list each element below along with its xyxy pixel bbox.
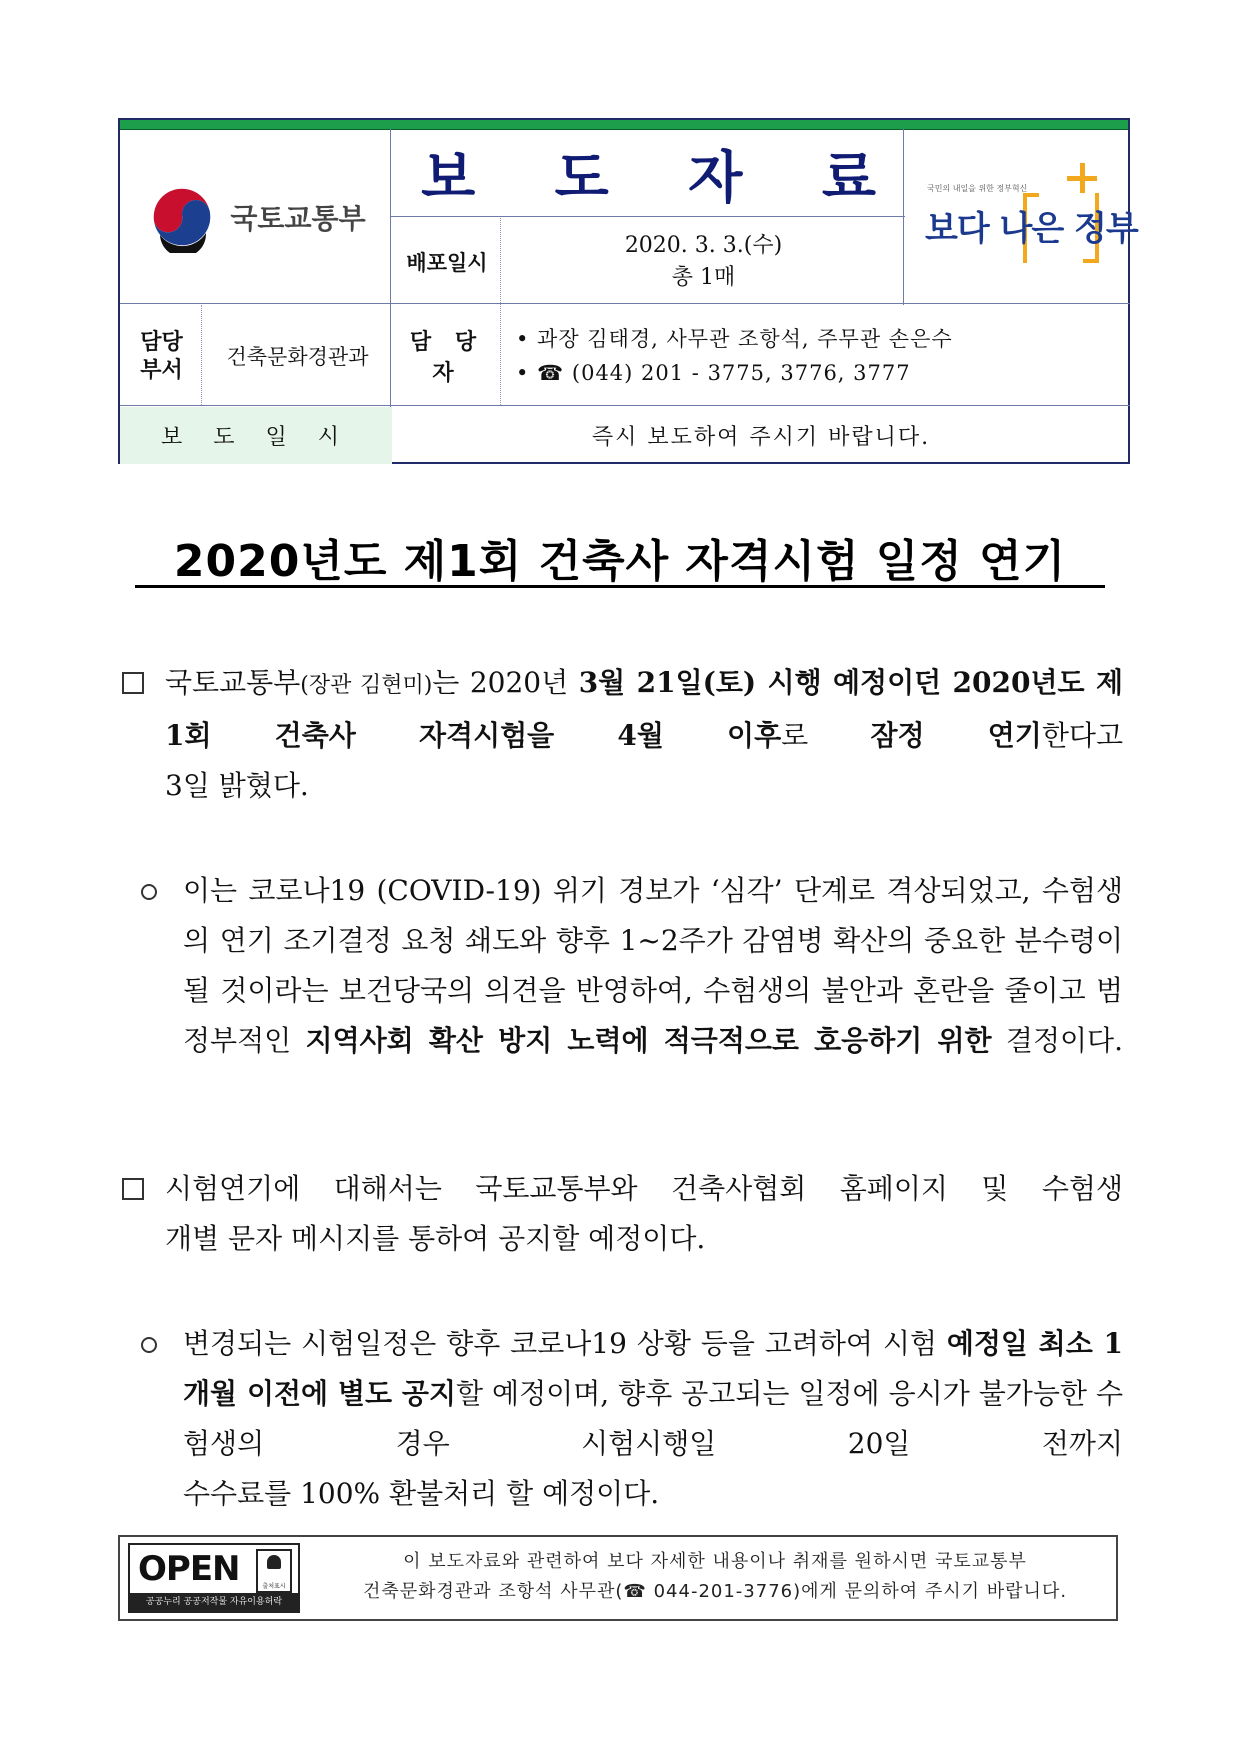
p1-text-last: 3일 밝혔다. (165, 769, 309, 802)
distribution-pages: 총 1매 (671, 264, 736, 290)
government-innovation-logo (905, 129, 1138, 305)
department-value: 건축문화경관과 (226, 345, 369, 369)
footer-line-2: 건축문화경관과 조항석 사무관(☎ 044-201-3776)에게 문의하여 주시기 바랍니다. (362, 1581, 1068, 1602)
paragraph-2 (183, 866, 1123, 1066)
paragraph-4 (183, 1319, 1123, 1519)
checkbox-bullet-icon (122, 1178, 144, 1200)
headline-underline (135, 585, 1105, 588)
paragraph-3 (165, 1164, 1123, 1264)
department-label (120, 305, 203, 407)
attribution-badge-icon (256, 1549, 292, 1593)
contact-phone: • ☎ (044) 201 - 3775, 3776, 3777 (516, 361, 911, 385)
circle-bullet-icon (141, 884, 157, 900)
publish-time-value: 즉시 보도하여 주시기 바랍니다. (591, 425, 931, 450)
document-title (392, 129, 905, 218)
p2-text-a: 이는 코로나19 (COVID-19) 위기 경보가 ‘심각’ 단계로 격상되었고, 수험생의 연기 조기결정 요청 쇄도와 향후 1~2주가 감염병 확산의 중요한 분수령이 될 것이라는 보건당국의 의견을 반영하여, 수험생의 불안과 혼란을 줄이고 범정부적인 (183, 874, 1123, 1057)
kogl-open-logo (128, 1543, 300, 1613)
distribution-label: 배포일시 (406, 249, 488, 275)
p3-text-last: 개별 문자 메시지를 통하여 공지할 예정이다. (165, 1222, 706, 1255)
ministry-name: 국토교통부 (230, 202, 366, 235)
paragraph-1 (165, 658, 1123, 811)
distribution-date: 2020. 3. 3.(수) (624, 232, 783, 258)
department-label-line1: 담당 (140, 329, 183, 355)
p1-text-minister: (장관 김현미) (300, 673, 433, 698)
p1-text-bold-schedule: 3월 21일(토) 시행 예정이던 2020년도 제1회 건축사 자격시험을 4월 이후 (165, 666, 1123, 752)
ministry-logo (120, 129, 392, 305)
p4-text-a: 변경되는 시험일정은 향후 코로나19 상황 등을 고려하여 시험 (183, 1327, 947, 1360)
p4-text-last: 수수료를 100% 환불처리 할 예정이다. (183, 1477, 660, 1510)
p1-text-b: 는 2020년 (432, 666, 579, 699)
contact-person-value (502, 305, 1130, 407)
open-logo-subtitle: 공공누리 공공저작물 자유이용허락 (130, 1593, 298, 1611)
circle-bullet-icon (141, 1337, 157, 1353)
p1-text-d: 로 (781, 719, 871, 752)
p2-text-bold: 지역사회 확산 방지 노력에 적극적으로 호응하기 위한 (305, 1024, 992, 1057)
p3-text-a: 시험연기에 대해서는 국토교통부와 건축사협회 홈페이지 및 수험생 (165, 1172, 1123, 1205)
publish-time-label: 보 도 일 시 (120, 407, 392, 464)
open-logo-word: OPEN (138, 1549, 240, 1589)
gov-slogan-small: 국민의 내일을 위한 정부혁신 (927, 184, 1028, 193)
checkbox-bullet-icon (122, 672, 144, 694)
gov-slogan-main: 보다 나은 정부 (925, 209, 1138, 249)
department-label-line2: 부서 (140, 357, 183, 383)
p4-text-bold: 예정일 최소 1개월 이전에 별도 공지 (183, 1327, 1123, 1410)
plus-icon (1067, 163, 1097, 193)
contact-person-label: 담 당 자 (409, 329, 485, 386)
p1-text-a: 국토교통부 (165, 666, 301, 699)
contact-names: • 과장 김태경, 사무관 조항석, 주무관 손은수 (516, 327, 953, 351)
person-icon (267, 1555, 281, 1569)
distribution-value (502, 218, 905, 305)
contact-footer (118, 1535, 1118, 1621)
taegeuk-icon (146, 181, 218, 253)
p4-text-c: 할 예정이며, 향후 공고되는 일정에 응시가 불가능한 수험생의 경우 시험시행일 20일 전까지 (183, 1377, 1123, 1460)
p2-text-last: 결정이다. (991, 1024, 1124, 1057)
press-release-header (118, 118, 1138, 464)
headline: 2020년도 제1회 건축사 자격시험 일정 연기 (173, 536, 1067, 587)
document-title-text: 보 도 자 료 (421, 145, 906, 211)
footer-contact-text (320, 1547, 1110, 1607)
footer-line-1: 이 보도자료와 관련하여 보다 자세한 내용이나 취재를 원하시면 국토교통부 (403, 1551, 1027, 1572)
p1-text-bold-postpone: 잠정 연기 (870, 719, 1042, 752)
p1-text-f: 한다고 (1041, 719, 1123, 752)
attribution-badge-label: 출처표시 (262, 1583, 286, 1590)
